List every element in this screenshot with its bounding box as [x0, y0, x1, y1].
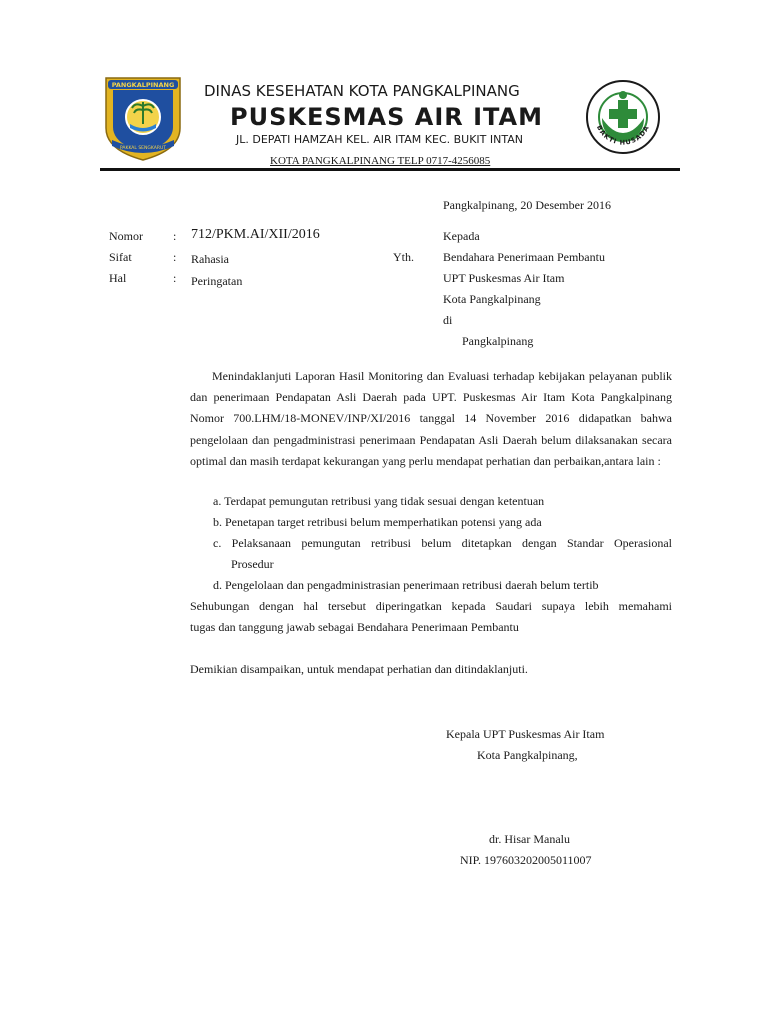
list-item: d. Pengelolaan dan pengadministrasian penerimaan retribusi daerah belum tertib: [213, 578, 599, 592]
place-date: Pangkalpinang, 20 Desember 2016: [443, 198, 611, 212]
followup-line-1: Sehubungan dengan hal tersebut diperingatkan kepada Saudari supaya lebih memahami: [190, 599, 672, 613]
hal-label: Hal: [109, 271, 127, 285]
followup-line-2: tugas dan tanggung jawab sebagai Bendahara Penerimaan Pembantu: [190, 620, 519, 634]
agency-name: DINAS KESEHATAN KOTA PANGKALPINANG: [204, 82, 520, 100]
sifat-value: Rahasia: [191, 252, 229, 266]
bakti-husada-logo: [584, 78, 662, 156]
list-item: b. Penetapan target retribusi belum memperhatikan potensi yang ada: [213, 515, 542, 529]
list-item-continuation: Prosedur: [231, 557, 274, 571]
address-line: JL. DEPATI HAMZAH KEL. AIR ITAM KEC. BUKIT INTAN: [236, 133, 523, 146]
hal-colon: :: [173, 271, 177, 285]
list-item: a. Terdapat pemungutan retribusi yang tidak sesuai dengan ketentuan: [213, 494, 545, 508]
signature-city: Kota Pangkalpinang,: [477, 748, 578, 762]
recipient-di: di: [443, 313, 453, 327]
recipient-city: Pangkalpinang: [462, 334, 534, 348]
institution-name: PUSKESMAS AIR ITAM: [230, 103, 543, 131]
body-intro-paragraph: Menindaklanjuti Laporan Hasil Monitoring dan Evaluasi terhadap kebijakan pelayanan publik dan penerimaan Pendapatan Asli Daerah pada UPT. Puskesmas Air Itam Kota Pangkalpinang Nomor 700.LHM/18-MONEV/INP/XI/2016 tanggal 14 November 2016 didapatkan bahwa pengelolaan dan pengadministrasi penerimaan Pendapatan Asli Daerah belum dilaksanakan secara optimal dan masih terdapat kekurangan yang perlu mendapat perhatian dan perbaikan,antara lain :: [190, 369, 672, 468]
yth-label: Yth.: [393, 250, 414, 264]
nomor-value: 712/PKM.AI/XII/2016: [191, 227, 320, 242]
recipient-line-3: Kota Pangkalpinang: [443, 292, 541, 306]
recipient-line-2: UPT Puskesmas Air Itam: [443, 271, 565, 285]
recipient-line-1: Bendahara Penerimaan Pembantu: [443, 250, 605, 264]
closing-sentence: Demikian disampaikan, untuk mendapat perhatian dan ditindaklanjuti.: [190, 662, 528, 676]
left-logo-top-text: PANGKALPINANG: [111, 81, 175, 89]
right-logo-text: BAKTI HUSADA: [594, 123, 652, 147]
nomor-colon: :: [173, 229, 177, 243]
nomor-label: Nomor: [109, 229, 143, 243]
hal-value: Peringatan: [191, 274, 243, 288]
city-emblem-logo: [100, 72, 186, 162]
sifat-label: Sifat: [109, 250, 132, 264]
signatory-name: dr. Hisar Manalu: [489, 832, 570, 846]
kepada-label: Kepada: [443, 229, 480, 243]
letterhead-rule: [100, 168, 680, 171]
signatory-nip: NIP. 197603202005011007: [460, 853, 592, 867]
signature-title: Kepala UPT Puskesmas Air Itam: [446, 727, 605, 741]
sifat-colon: :: [173, 250, 177, 264]
left-logo-bottom-text: PAKKAL SENGKARUT: [119, 146, 167, 151]
city-phone-line: KOTA PANGKALPINANG TELP 0717-4256085: [270, 155, 491, 167]
list-item: c. Pelaksanaan pemungutan retribusi belum ditetapkan dengan Standar Operasional: [213, 536, 672, 550]
